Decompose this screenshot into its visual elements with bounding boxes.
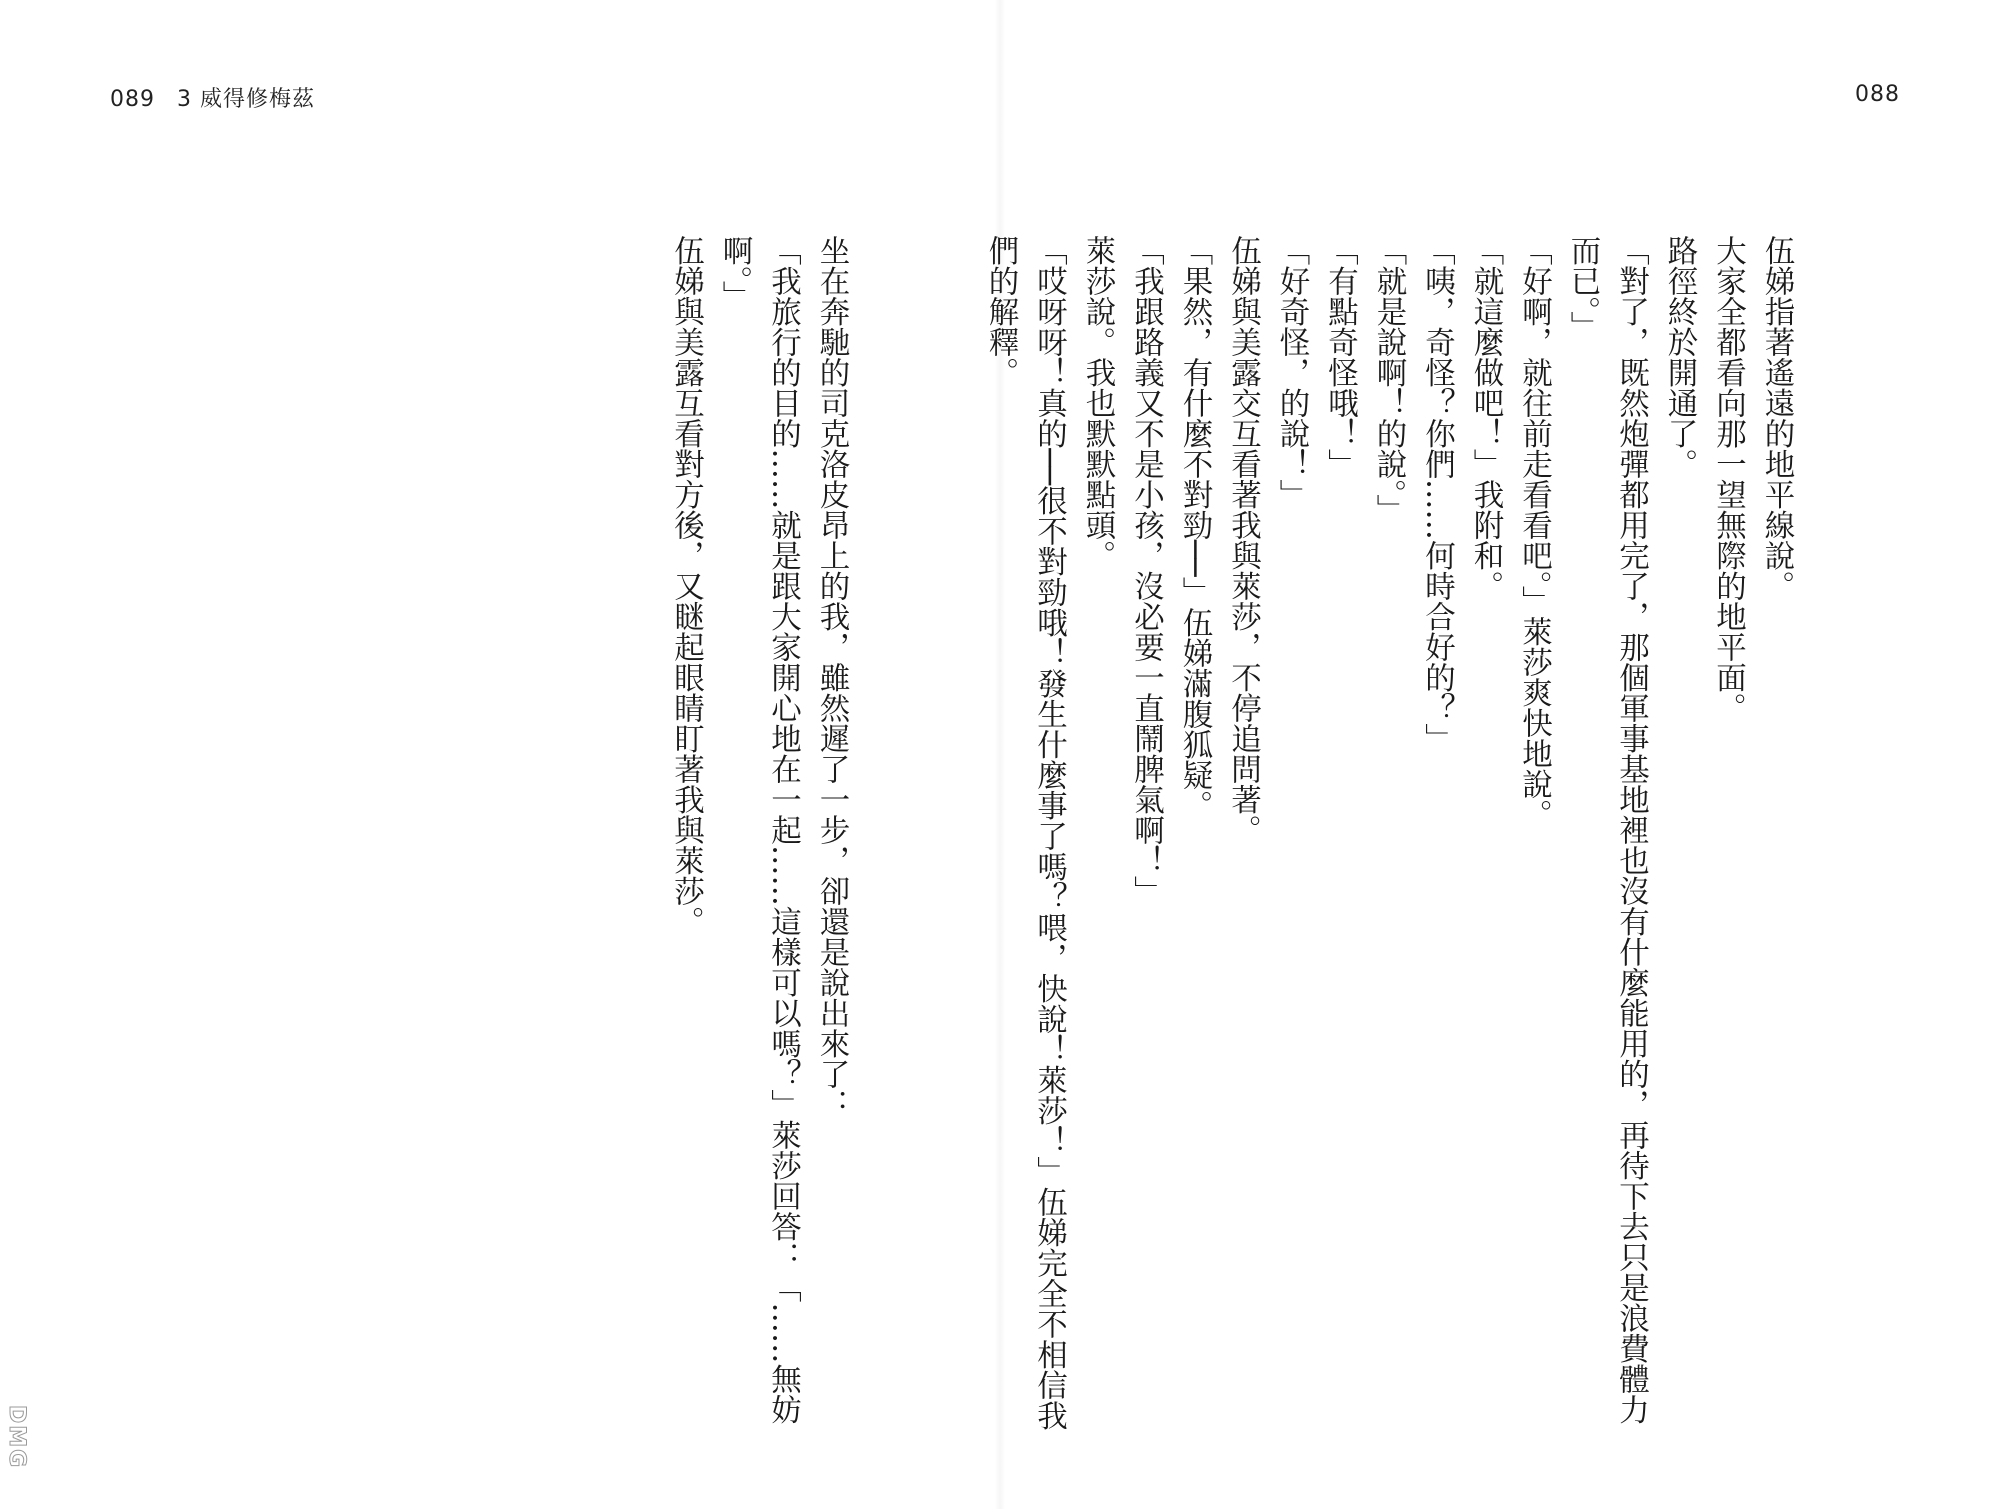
paragraph: 伍娣與美露交互看著我與萊莎，不停追問著。 bbox=[1225, 235, 1261, 845]
paragraph: 「對了，既然炮彈都用完了，那個軍事基地裡也沒有什麼能用的，再待下去只是浪費體力而已。」 bbox=[1565, 235, 1649, 1425]
left-page-body bbox=[668, 235, 855, 1445]
paragraph: 伍娣指著遙遠的地平線說。 bbox=[1759, 235, 1794, 601]
left-page-number: 089 bbox=[110, 87, 155, 112]
paragraph: 大家全都看向那一望無際的地平面。 bbox=[1710, 235, 1746, 723]
paragraph: 「咦，奇怪？你們……何時合好的？」 bbox=[1419, 235, 1455, 754]
paragraph: 「好奇怪，的說！」 bbox=[1274, 235, 1309, 510]
paragraph: 「我跟路義又不是小孩，沒必要一直鬧脾氣啊！」 bbox=[1128, 235, 1164, 906]
paragraph: 萊莎說。我也默默點頭。 bbox=[1080, 235, 1115, 571]
paragraph: 「我旅行的目的……就是跟大家開心地在一起……這樣可以嗎？」萊莎回答：「……無妨啊。」 bbox=[717, 235, 801, 1425]
paragraph: 坐在奔馳的司克洛皮昂上的我，雖然遲了一步，卻還是說出來了： bbox=[814, 235, 849, 1120]
paragraph: 「果然，有什麼不對勁──」伍娣滿腹狐疑。 bbox=[1177, 235, 1212, 821]
watermark-logo: DMG bbox=[4, 1405, 29, 1470]
right-page-body bbox=[983, 235, 1800, 1445]
chapter-title: 3 威得修梅茲 bbox=[177, 87, 315, 112]
left-page-header bbox=[110, 82, 315, 113]
paragraph: 「有點奇怪哦！」 bbox=[1322, 235, 1358, 479]
paragraph: 「好啊，就往前走看看吧。」萊莎爽快地說。 bbox=[1516, 235, 1552, 830]
paragraph: 「就這麼做吧！」我附和。 bbox=[1468, 235, 1503, 601]
paragraph: 伍娣與美露互看對方後，又瞇起眼睛盯著我與萊莎。 bbox=[668, 235, 704, 937]
paragraph: 「哎呀呀！真的──很不對勁哦！發生什麼事了嗎？喂，快說！萊莎！」伍娣完全不相信我們的解釋。 bbox=[983, 235, 1067, 1431]
paragraph: 路徑終於開通了。 bbox=[1662, 235, 1697, 479]
right-page-number: 088 bbox=[1855, 82, 1900, 107]
paragraph: 「就是說啊！的說。」 bbox=[1371, 235, 1406, 525]
